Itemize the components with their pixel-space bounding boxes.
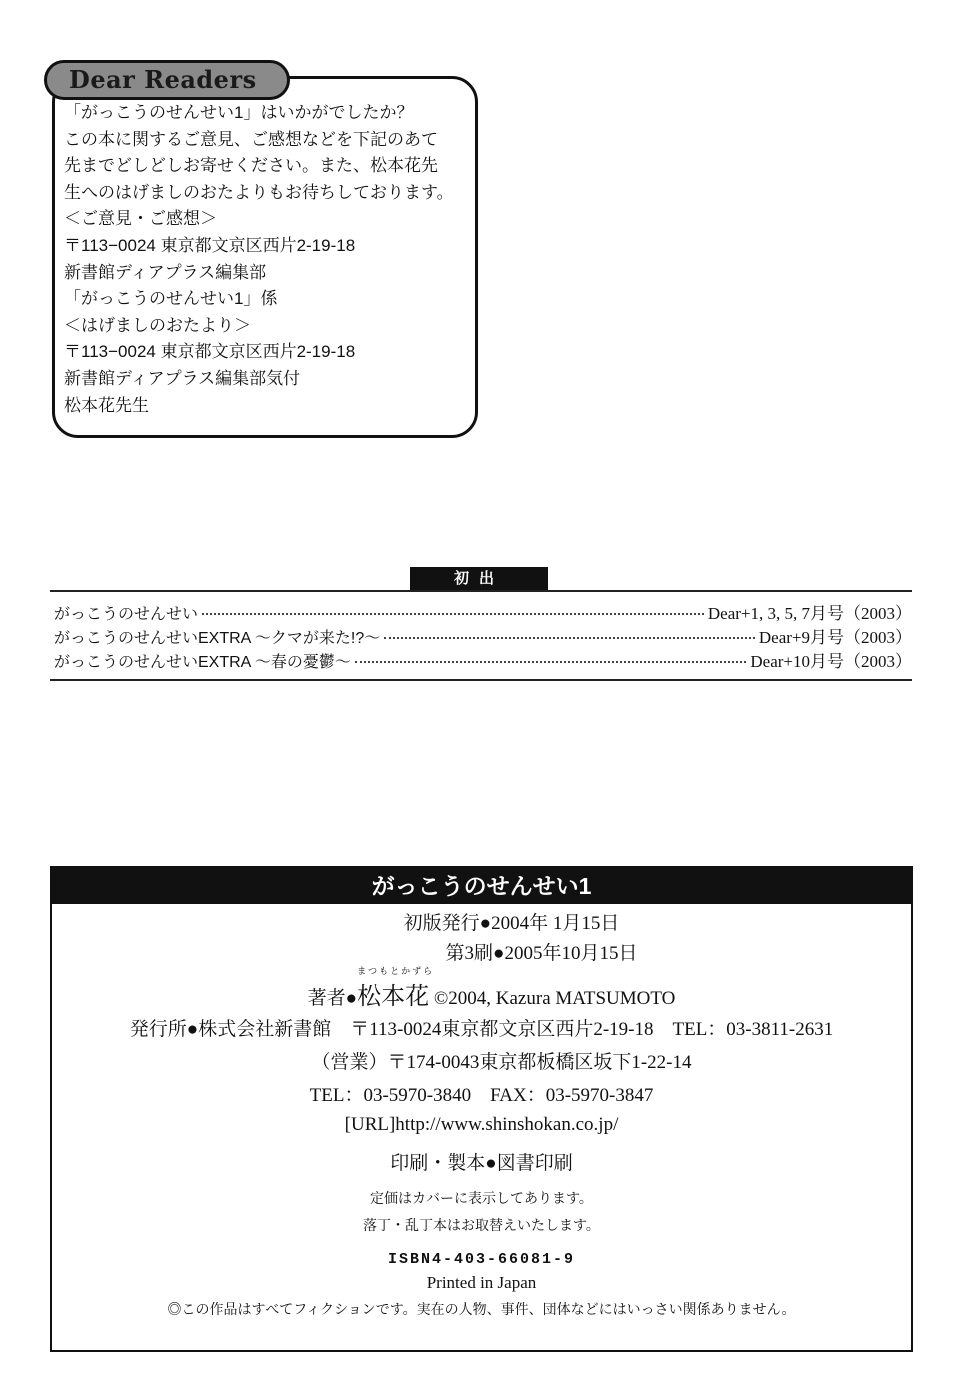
fiction-disclaimer: ◎この作品はすべてフィクションです。実在の人物、事件、団体などにはいっさい関係ありません。 bbox=[167, 1301, 796, 1317]
readers-line: 「がっこうのせんせい1」係 bbox=[64, 289, 278, 309]
readers-line: ＜はげましのおたより＞ bbox=[64, 315, 251, 335]
dot-leader bbox=[202, 613, 704, 615]
dear-readers-text bbox=[64, 100, 474, 419]
first-appearance-label: 初出 bbox=[410, 567, 548, 591]
dear-readers-heading: Dear Readers bbox=[44, 60, 290, 100]
readers-line: 先までどしどしお寄せください。また、松本花先 bbox=[64, 156, 438, 176]
first-appearance-list bbox=[54, 602, 912, 674]
author-name-text: 松本花 bbox=[357, 984, 430, 1010]
source-issue: Dear+10月号（2003） bbox=[750, 652, 912, 671]
sales-phone: TEL：03-5970-3840 FAX：03-5970-3847 bbox=[309, 1085, 654, 1106]
readers-line: 新書館ディアプラス編集部 bbox=[64, 262, 267, 282]
source-row bbox=[54, 626, 912, 650]
publisher-line: 発行所●株式会社新書館 〒113-0024東京都文京区西片2-19-18 TEL：03-3811-2631 bbox=[129, 1019, 834, 1040]
readers-line: ＜ご意見・ご感想＞ bbox=[64, 209, 217, 229]
third-printing-date: 第3刷●2005年10月15日 bbox=[445, 943, 638, 964]
dot-leader bbox=[384, 637, 755, 639]
author-label: 著者● bbox=[307, 988, 358, 1009]
source-title: がっこうのせんせいEXTRA ～春の憂鬱～ bbox=[54, 654, 351, 671]
readers-line: 〒113−0024 東京都文京区西片2-19-18 bbox=[64, 342, 356, 362]
source-row bbox=[54, 650, 912, 674]
author-ruby: まつもとかずら bbox=[357, 966, 435, 976]
price-note: 定価はカバーに表示してあります。 bbox=[370, 1190, 593, 1206]
readers-line: 生へのはげましのおたよりもお待ちしております。 bbox=[64, 182, 454, 202]
author-line bbox=[52, 966, 921, 1011]
sales-address: （営業）〒174-0043東京都板橋区坂下1-22-14 bbox=[311, 1052, 692, 1073]
replacement-note: 落丁・乱丁本はお取替えいたします。 bbox=[363, 1217, 600, 1233]
first-edition-date: 初版発行●2004年 1月15日 bbox=[403, 913, 620, 934]
readers-line: 新書館ディアプラス編集部気付 bbox=[64, 368, 301, 388]
colophon-title: がっこうのせんせい1 bbox=[52, 868, 911, 904]
divider bbox=[50, 590, 912, 592]
source-title: がっこうのせんせいEXTRA ～クマが来た!?～ bbox=[54, 630, 381, 647]
readers-line: 松本花先生 bbox=[64, 395, 149, 415]
source-issue: Dear+9月号（2003） bbox=[758, 628, 912, 647]
source-title: がっこうのせんせい bbox=[54, 606, 199, 623]
printed-in: Printed in Japan bbox=[426, 1273, 537, 1292]
author-name bbox=[357, 966, 435, 1011]
readers-line: この本に関するご意見、ご感想などを下記のあて bbox=[64, 129, 438, 149]
isbn: ISBN4-403-66081-9 bbox=[387, 1251, 576, 1268]
dot-leader bbox=[355, 661, 746, 663]
source-row bbox=[54, 602, 912, 626]
colophon-box bbox=[50, 866, 913, 1352]
readers-line: 〒113−0024 東京都文京区西片2-19-18 bbox=[64, 235, 356, 255]
printer-line: 印刷・製本●図書印刷 bbox=[390, 1153, 573, 1174]
website-link[interactable]: [URL]http://www.shinshokan.co.jp/ bbox=[344, 1114, 619, 1135]
readers-line: 「がっこうのせんせい1」はいかがでしたか？ bbox=[64, 103, 414, 122]
source-issue: Dear+1, 3, 5, 7月号（2003） bbox=[707, 604, 912, 623]
copyright: ©2004, Kazura MATSUMOTO bbox=[429, 988, 676, 1009]
divider bbox=[50, 679, 912, 681]
